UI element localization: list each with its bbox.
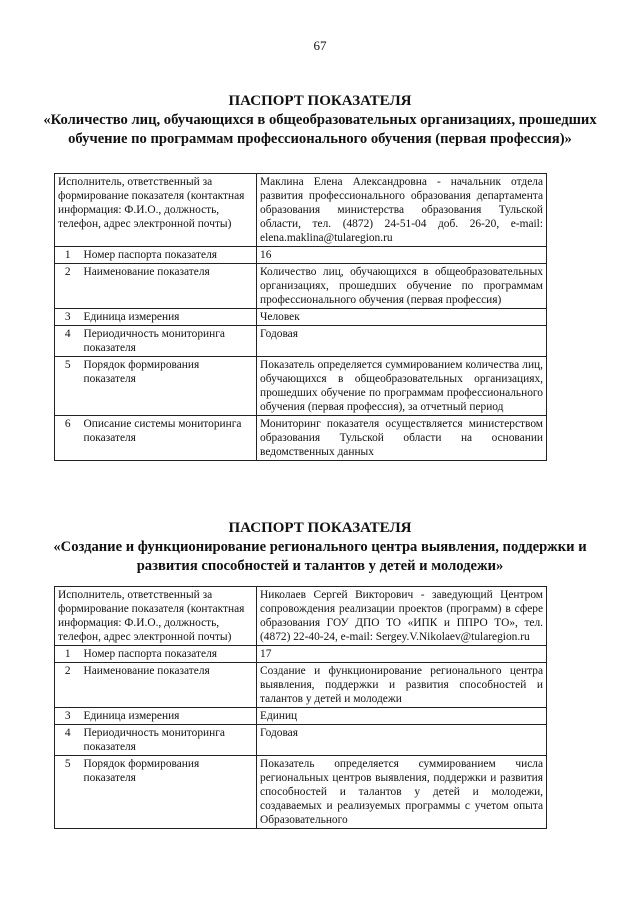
row-number: 1 [55, 247, 81, 264]
row-label: Периодичность мониторинга показателя [81, 326, 257, 357]
passport-subtitle: «Создание и функционирование регионального центра выявления, поддержки и развития способностей и талантов у детей и молодежи» [53, 539, 587, 574]
row-label: Единица измерения [81, 309, 257, 326]
row-label: Периодичность мониторинга показателя [81, 725, 257, 756]
table-row [55, 725, 547, 756]
table-row [55, 264, 547, 309]
executor-value: Николаев Сергей Викторович - заведующий Центром сопровождения реализации проектов (программ) в сфере образования ГОУ ДПО ТО «ИПК и ППРО ТО», тел. (4872) 22-40-24, e-mail: Sergey.V.Nikolaev@tularegion.ru [257, 587, 547, 646]
passport-table-16 [54, 173, 547, 461]
row-value: Годовая [257, 725, 547, 756]
passport-heading-16 [40, 92, 600, 149]
table-row [55, 309, 547, 326]
row-label: Единица измерения [81, 708, 257, 725]
executor-value: Маклина Елена Александровна - начальник отдела развития профессионального образования департамента образования министерства образования Тульской области, тел. (4872) 24-51-04 доб. 26-20, e-mail: elena.maklina@tularegion.ru [257, 174, 547, 247]
passport-table-17 [54, 586, 547, 829]
table-row [55, 756, 547, 829]
table-row [55, 663, 547, 708]
page-number: 67 [313, 38, 327, 53]
row-number: 5 [55, 756, 81, 829]
table-row [55, 326, 547, 357]
row-number: 1 [55, 646, 81, 663]
table-row [55, 247, 547, 264]
row-number: 5 [55, 357, 81, 416]
row-label: Номер паспорта показателя [81, 646, 257, 663]
row-number: 3 [55, 708, 81, 725]
row-value: Показатель определяется суммированием количества лиц, обучающихся в общеобразовательных организациях, прошедших обучение по программам профессионального обучения (первая профессия), за отчетный период [257, 357, 547, 416]
row-value: Единиц [257, 708, 547, 725]
row-number: 3 [55, 309, 81, 326]
table-row [55, 357, 547, 416]
passport-heading-17 [40, 519, 600, 576]
row-value: Количество лиц, обучающихся в общеобразовательных организациях, прошедших обучение по программам профессионального обучения (первая профессия) [257, 264, 547, 309]
row-label: Порядок формирования показателя [81, 756, 257, 829]
row-value: Человек [257, 309, 547, 326]
executor-label: Исполнитель, ответственный за формирование показателя (контактная информация: Ф.И.О., должность, телефон, адрес электронной почты) [55, 174, 257, 247]
table-row [55, 416, 547, 461]
row-value: Годовая [257, 326, 547, 357]
passport-title: ПАСПОРТ ПОКАЗАТЕЛЯ [228, 520, 412, 536]
row-label: Наименование показателя [81, 264, 257, 309]
executor-label: Исполнитель, ответственный за формирование показателя (контактная информация: Ф.И.О., должность, телефон, адрес электронной почты) [55, 587, 257, 646]
row-value: 16 [257, 247, 547, 264]
passport-title: ПАСПОРТ ПОКАЗАТЕЛЯ [228, 93, 412, 109]
row-number: 4 [55, 725, 81, 756]
row-value: Показатель определяется суммированием числа региональных центров выявления, поддержки и развития способностей и талантов у детей и молодежи, создаваемых и реализуемых программы с учетом опыта Образовательного [257, 756, 547, 829]
row-label: Номер паспорта показателя [81, 247, 257, 264]
row-number: 2 [55, 264, 81, 309]
row-value: 17 [257, 646, 547, 663]
table-row-executor [55, 587, 547, 646]
row-number: 2 [55, 663, 81, 708]
row-label: Описание системы мониторинга показателя [81, 416, 257, 461]
row-value: Мониторинг показателя осуществляется министерством образования Тульской области на основании ведомственных данных [257, 416, 547, 461]
row-label: Порядок формирования показателя [81, 357, 257, 416]
row-number: 6 [55, 416, 81, 461]
row-label: Наименование показателя [81, 663, 257, 708]
table-row [55, 708, 547, 725]
passport-subtitle: «Количество лиц, обучающихся в общеобразовательных организациях, прошедших обучение по программам профессионального обучения (первая профессия)» [43, 112, 597, 147]
row-value: Создание и функционирование регионального центра выявления, поддержки и развития способностей и талантов у детей и молодежи [257, 663, 547, 708]
table-row-executor [55, 174, 547, 247]
table-row [55, 646, 547, 663]
row-number: 4 [55, 326, 81, 357]
